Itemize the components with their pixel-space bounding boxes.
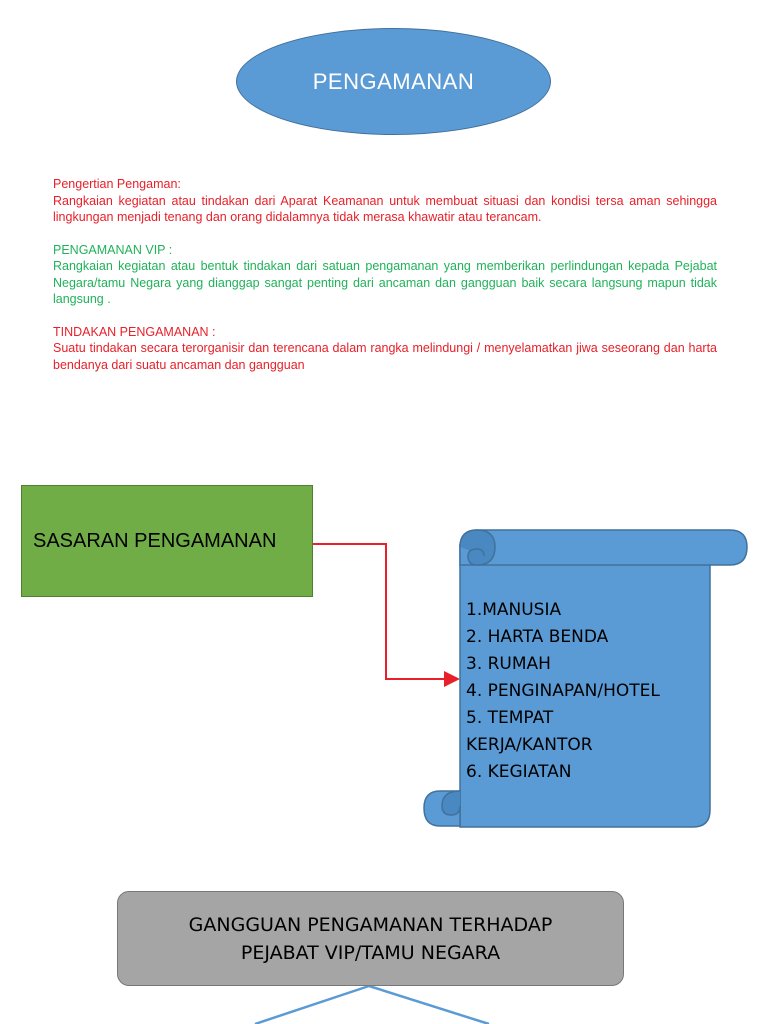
list-item: 2. HARTA BENDA: [466, 627, 609, 647]
definition-text: Rangkaian kegiatan atau bentuk tindakan dari satuan pengamanan yang memberikan perlindungan kepada Pejabat Negara/tamu Negara yang dianggap sangat penting dari ancaman dan gangguan baik secara langsung mapun tidak langsung .: [53, 259, 717, 306]
branch-line-right: [369, 986, 489, 1024]
list-item: 5. TEMPAT: [466, 708, 554, 728]
title-ellipse: [236, 28, 551, 135]
list-item: 6. KEGIATAN: [466, 762, 572, 782]
disturbance-line-2: PEJABAT VIP/TAMU NEGARA: [240, 941, 501, 964]
definition-tindakan: [53, 324, 717, 374]
target-list: [466, 597, 706, 786]
branch-line-left: [255, 986, 369, 1024]
definition-pengertian: [53, 176, 717, 226]
disturbance-box: [117, 891, 624, 986]
page-title: PENGAMANAN: [312, 68, 475, 94]
list-item: 3. RUMAH: [466, 654, 551, 674]
disturbance-line-1: GANGGUAN PENGAMANAN TERHADAP: [188, 913, 553, 936]
target-box-label: SASARAN PENGAMANAN: [33, 529, 277, 552]
definition-heading: Pengertian Pengaman:: [53, 177, 181, 191]
definitions-section: [53, 176, 717, 389]
list-item: 1.MANUSIA: [466, 600, 562, 620]
list-item: KERJA/KANTOR: [466, 735, 593, 755]
list-item: 4. PENGINAPAN/HOTEL: [466, 681, 660, 701]
definition-text: Suatu tindakan secara terorganisir dan terencana dalam rangka melindungi / menyelamatkan jiwa seseorang dan harta bendanya dari suatu ancaman dan gangguan: [53, 341, 717, 372]
definition-text: Rangkaian kegiatan atau tindakan dari Aparat Keamanan untuk membuat situasi dan kondisi tersa aman sehingga lingkungan menjadi tenang dan orang didalamnya tidak merasa khawatir atau terancam.: [53, 193, 717, 224]
definition-heading: PENGAMANAN VIP :: [53, 242, 173, 257]
definition-vip: [53, 242, 717, 308]
definition-heading: TINDAKAN PENGAMANAN :: [53, 324, 216, 339]
target-box: [21, 485, 313, 597]
